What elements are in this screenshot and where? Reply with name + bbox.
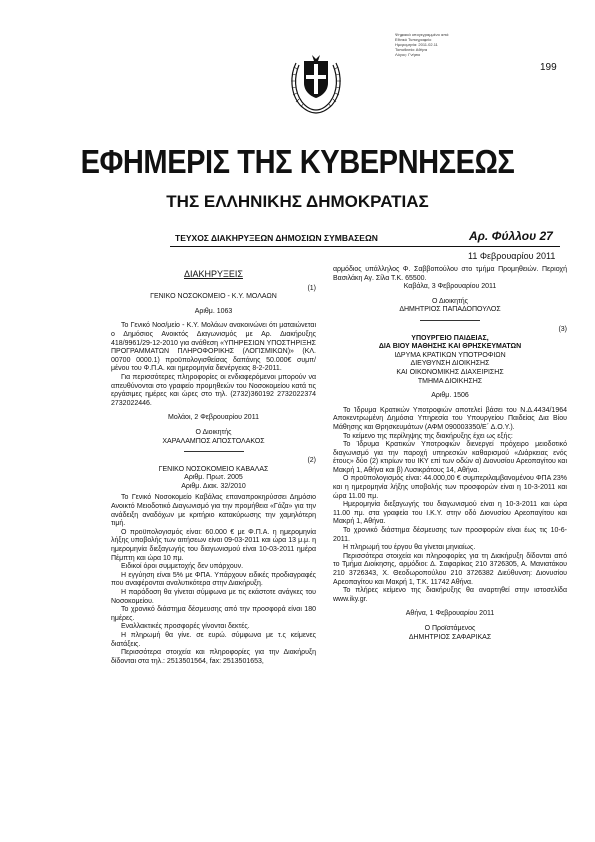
right-column <box>333 266 567 642</box>
notice-place-date: Καβάλα, 3 Φεβρουαρίου 2011 <box>403 283 497 291</box>
notice-paragraph: αρμόδιος υπάλληλος Φ. Σαββοπούλου στο τμήμα Προμηθειών. Περιοχή Βασιλάκη Αγ. Σίλα Τ.Κ. 65500. <box>333 266 567 282</box>
gazette-subtitle: ΤΗΣ ΕΛΛΗΝΙΚΗΣ ΔΗΜΟΚΡΑΤΙΑΣ <box>166 192 429 211</box>
notice-number: (3) <box>558 325 567 333</box>
notice-org: ΓΕΝΙΚΟ ΝΟΣΟΚΟΜΕΙΟ ΚΑΒΑΛΑΣ <box>158 465 269 473</box>
notice-paragraph: Το Γενικό Νοσοκομείο Καβάλας επαναπροκηρύσσει Δημόσιο Ανοικτό Μειοδοτικό Διαγωνισμό για την προμήθεια «Γάζα» για την ανάδειξη αναδόχων με κριτήριο κατακύρωσης την χαμηλότερη τιμή. <box>111 494 316 528</box>
notice-paragraph: Ημερομηνία διεξαγωγής του διαγωνισμού είναι η 10-3-2011 και ώρα 11.00 πμ. στα γραφεία του Ι.Κ.Υ. στην οδό Διονυσίου Αρεοπαγίτου και Μακρή 1, Αθήνα. <box>333 501 567 526</box>
notice-paragraph: Για περισσότερες πληροφορίες οι ενδιαφερόμενοι μπορούν να απευθύνονται στο γραφείο προμηθειών του Νοσοκομείου κατά τις εργάσιμες ημέρες και ώρες στο τηλ. (2732)360192 2732022374 2732022446. <box>111 373 316 407</box>
signatory-name: ΔΗΜΗΤΡΙΟΣ ΣΑΦΑΡΙΚΑΣ <box>408 633 492 641</box>
notice-paragraph: Ο προϋπολογισμός είναι: 44.000,00 € συμπεριλαμβανομένου ΦΠΑ 23% και η ημερομηνία λήξης υποβολής των προσφορών είναι η 10-3-2011 και ώρα 11.00 πμ. <box>333 475 567 500</box>
notice-org: ΔΙΕΥΘΥΝΣΗ ΔΙΟΙΚΗΣΗΣ <box>410 360 490 368</box>
notice-org: ΙΔΡΥΜΑ ΚΡΑΤΙΚΩΝ ΥΠΟΤΡΟΦΙΩΝ <box>394 351 506 359</box>
sheet-number: Αρ. Φύλλου 27 <box>469 229 553 243</box>
page-number: 199 <box>540 62 557 73</box>
stamp-line: Τοποθεσία: Αθήνα <box>395 47 428 52</box>
notice-paragraph: Το Γενικό Νοσ/μείο - Κ.Υ. Μολάων ανακοινώνει ότι ματαιώνεται ο Δημόσιος Ανοικτός Διαγωνισμός με Αρ. Διακήρυξης 418/9961/29-12-2010 για ανάθεση «ΥΠΗΡΕΣΙΩΝ ΥΠΟΣΤΗΡΙΞΗΣ ΠΡΟΓΡΑΜΜΑΤΩΝ ΠΛΗΡΟΦΟΡΙΚΗΣ (ΛΟΓΙΣΜΙΚΩΝ)» (ΚΛ. 00700 0000.1) προϋπολογισθείσας δαπάνης 50.000€ συμπ/μένου του Φ.Π.Α. και ημερομηνία διενέργειας 8-2-2011. <box>111 322 316 373</box>
divider <box>420 320 480 321</box>
gazette-title: ΕΦΗΜΕΡΙΣ ΤΗΣ ΚΥΒΕΡΝΗΣΕΩΣ <box>80 143 515 180</box>
notice-paragraph: Το κείμενο της περίληψης της διακήρυξης έχει ως εξής: <box>343 432 513 440</box>
notice-paragraph: Η πληρωμή θα γίνε. σε ευρώ. σύμφωνα με τ.ς κείμενες διατάξεις. <box>111 631 316 648</box>
left-column <box>111 266 316 666</box>
notice-number: (2) <box>307 457 316 465</box>
issue-label: ΤΕΥΧΟΣ ΔΙΑΚΗΡΥΞΕΩΝ ΔΗΜΟΣΙΩΝ ΣΥΜΒΑΣΕΩΝ <box>175 233 378 243</box>
signatory-name: ΧΑΡΑΛΑΜΠΟΣ ΑΠΟΣΤΟΛΑΚΟΣ <box>162 437 265 445</box>
notice-paragraph: Ειδικοί όροι συμμετοχής δεν υπάρχουν. <box>121 563 244 571</box>
notice-org: ΓΕΝΙΚΟ ΝΟΣΟΚΟΜΕΙΟ - Κ.Υ. ΜΟΛΑΩΝ <box>150 293 277 301</box>
stamp-line: Εθνικό Τυπογραφείο <box>395 37 432 42</box>
stamp-line: Ψηφιακά υπογεγραμμένο από: <box>395 32 450 37</box>
notice-ref: Αριθμ. Πρωτ. 2005 <box>184 474 243 482</box>
notice-paragraph: Το χρονικό διάστημα δέσμευσης των προσφορών είναι έως τις 10-6-2011. <box>333 527 567 543</box>
notice-org: ΤΜΗΜΑ ΔΙΟΙΚΗΣΗΣ <box>417 377 483 385</box>
notice-paragraph: Η παράδοση θα γίνεται σύμφωνα με τις εκάστοτε ανάγκες του Νοσοκομείου. <box>111 589 316 605</box>
signatory-role: Ο Προϊστάμενος <box>424 624 476 632</box>
signatory-role: Ο Διοικητής <box>195 428 232 436</box>
divider <box>184 451 244 452</box>
header-rule <box>170 246 560 247</box>
notice-ref: Αριθμ. 1506 <box>431 392 469 400</box>
notice-place-date: Μολάοι, 2 Φεβρουαρίου 2011 <box>168 414 259 422</box>
stamp-line: Ημερομηνία: 2011.02.11 <box>395 42 438 47</box>
signatory-role: Ο Διοικητής <box>431 297 469 305</box>
notice-paragraph: Η εγγύηση είναι 5% με ΦΠΑ. Υπάρχουν ειδικές προδιαγραφές που αναφέρονται αναλυτικότερα στην Διακήρυξη. <box>111 571 316 588</box>
notice-org: ΚΑΙ ΟΙΚΟΝΟΜΙΚΗΣ ΔΙΑΧΕΙΡΙΣΗΣ <box>396 368 504 376</box>
notice-paragraph: Περισσότερα στοιχεία και πληροφορίες για τη Διακήρυξη δίδονται από το Τμήμα Διοίκησης, αρμόδιοι: Δ. Σαφαρίκας 210 3726305, Α. Μανιατάκου 210 3726343, Χ. Θεοδωροπούλου 210 3726382 Διεύθυνση: Διονυσίου Αρεοπαγίτου και Μακρή 1, Τ.Κ. 11742 Αθήνα. <box>333 552 567 586</box>
notice-ref: Αριθμ. Διακ. 32/2010 <box>181 482 246 490</box>
stamp-line: Λόγος: Γνήσιο <box>395 52 421 57</box>
notice-paragraph: Το πλήρες κείμενο της διακήρυξης θα αναρτηθεί στην ιστοσελίδα www.iky.gr. <box>333 587 567 603</box>
notice-paragraph: Εναλλακτικές προσφορές γίνονται δεκτές. <box>121 623 250 631</box>
notice-place-date: Αθήνα, 1 Φεβρουαρίου 2011 <box>405 610 495 618</box>
issue-date: 11 Φεβρουαρίου 2011 <box>468 251 556 261</box>
notice-number: (1) <box>307 284 316 292</box>
section-title: ΔΙΑΚΗΡΥΞΕΙΣ <box>184 269 243 279</box>
notice-paragraph: Η πληρωμή του έργου θα γίνεται μηνιαίως. <box>343 544 476 552</box>
notice-paragraph: Ο προϋπολογισμός είναι: 60.000 € με Φ.Π.Α. η ημερομηνία λήξης υποβολής των αιτήσεων είναι 09-03-2011 και ώρα 13 μ.μ. η ημερομηνία διεξαγωγής του διαγωνισμού είναι 10-03-2011 ημέρα Πέμπτη και ώρα 10 πμ. <box>111 528 316 562</box>
notice-ref: Αριθμ. 1063 <box>194 307 233 315</box>
notice-paragraph: Περισσότερα στοιχεία και πληροφορίες για την Διακήρυξη δίδονται στα τηλ.: 2513501564, fax: 2513501653, <box>111 649 316 665</box>
notice-paragraph: Το Ίδρυμα Κρατικών Υποτροφιών αποτελεί βάσει του Ν.Δ.4434/1964 Αποκεντρωμένη Δημόσια Υπηρεσία του Υπουργείου Παιδείας Δια Βίου Μάθησης και Θρησκευμάτων (ΑΦΜ 090003350/Ε΄ Δ.Ο.Υ.). <box>333 406 567 431</box>
ministry-name: ΥΠΟΥΡΓΕΙΟ ΠΑΙΔΕΙΑΣ, <box>411 334 489 342</box>
ministry-name: ΔΙΑ ΒΙΟΥ ΜΑΘΗΣΗΣ ΚΑΙ ΘΡΗΣΚΕΥΜΑΤΩΝ <box>378 343 522 351</box>
notice-paragraph: Το Ίδρυμα Κρατικών Υποτροφιών διενεργεί πρόχειρο μειοδοτικό διαγωνισμό για την παροχή υπηρεσιών καθαρισμού «Διάρκειας ενός έτους» δύο (2) κτιρίων του ΙΚΥ επί των οδών α) Διονυσίου Αρεοπαγίτου και Μακρή 1, Αθήνα και β) Λυσικράτους 14, Αθήνα. <box>333 441 567 474</box>
coat-of-arms-icon <box>288 53 344 115</box>
notice-paragraph: Το χρονικό διάστημα δέσμευσης από την προσφορά είναι 180 ημέρες. <box>111 606 316 622</box>
signatory-name: ΔΗΜΗΤΡΙΟΣ ΠΑΠΑΔΟΠΟΥΛΟΣ <box>399 306 501 314</box>
digital-signature-stamp <box>395 32 475 57</box>
